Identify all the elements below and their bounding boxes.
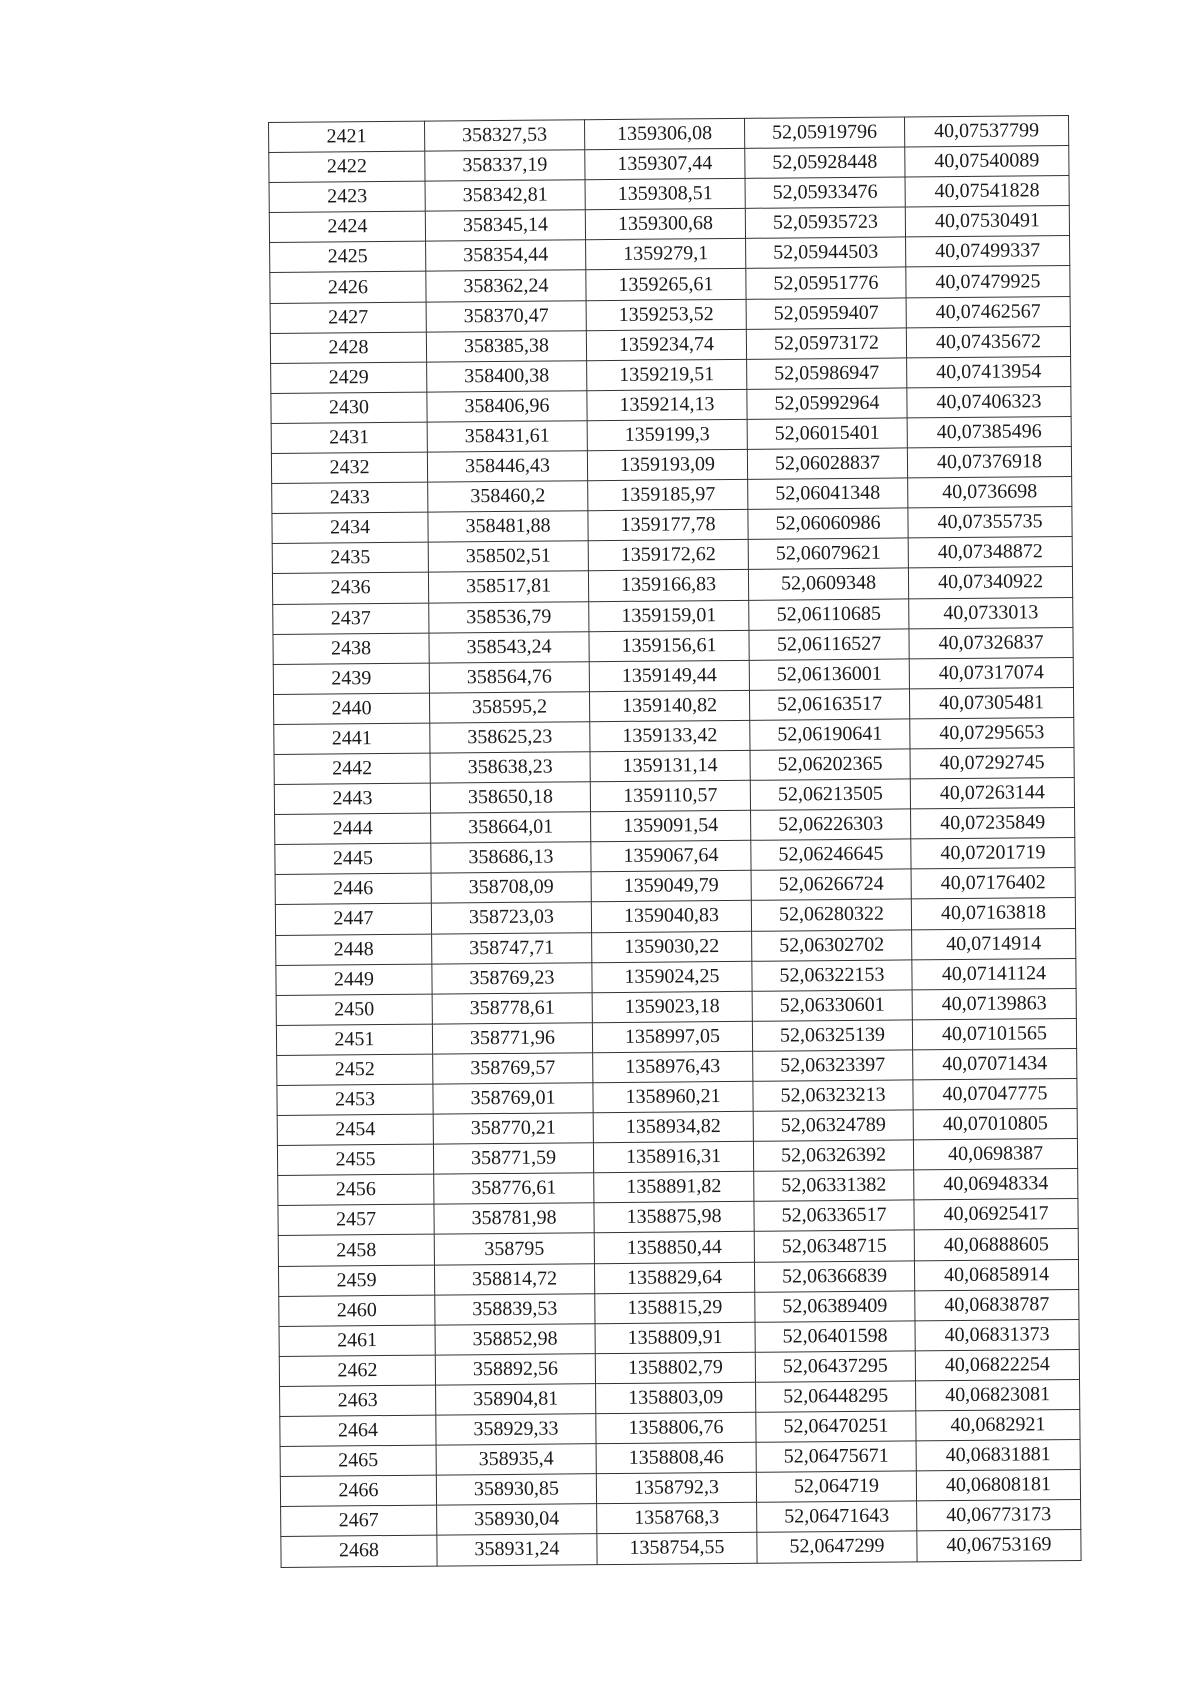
point-number-cell: 2448 bbox=[276, 934, 432, 965]
longitude-cell: 40,07376918 bbox=[907, 447, 1071, 479]
y-coordinate-cell: 1358960,21 bbox=[593, 1081, 753, 1112]
latitude-cell: 52,06448295 bbox=[756, 1381, 916, 1412]
longitude-cell: 40,06808181 bbox=[916, 1470, 1080, 1502]
x-coordinate-cell: 358354,44 bbox=[426, 240, 586, 271]
point-number-cell: 2443 bbox=[274, 783, 430, 814]
y-coordinate-cell: 1359306,08 bbox=[584, 118, 744, 149]
x-coordinate-cell: 358342,81 bbox=[425, 180, 585, 211]
x-coordinate-cell: 358839,53 bbox=[435, 1293, 595, 1324]
longitude-cell: 40,07348872 bbox=[908, 537, 1072, 569]
point-number-cell: 2442 bbox=[274, 753, 430, 784]
latitude-cell: 52,05928448 bbox=[745, 147, 905, 178]
point-number-cell: 2441 bbox=[274, 723, 430, 754]
y-coordinate-cell: 1358806,76 bbox=[596, 1412, 756, 1443]
longitude-cell: 40,07479925 bbox=[906, 266, 1070, 298]
y-coordinate-cell: 1358997,05 bbox=[592, 1021, 752, 1052]
point-number-cell: 2458 bbox=[278, 1235, 434, 1266]
longitude-cell: 40,07263144 bbox=[910, 778, 1074, 810]
latitude-cell: 52,06213505 bbox=[750, 779, 910, 810]
point-number-cell: 2429 bbox=[271, 362, 427, 393]
longitude-cell: 40,06858914 bbox=[914, 1259, 1078, 1291]
coordinates-table bbox=[268, 115, 1082, 1567]
point-number-cell: 2435 bbox=[272, 542, 428, 573]
x-coordinate-cell: 358481,88 bbox=[428, 511, 588, 542]
y-coordinate-cell: 1358754,55 bbox=[597, 1533, 757, 1564]
y-coordinate-cell: 1359133,42 bbox=[590, 720, 750, 751]
longitude-cell: 40,06831373 bbox=[915, 1319, 1079, 1351]
x-coordinate-cell: 358771,59 bbox=[433, 1143, 593, 1174]
y-coordinate-cell: 1359193,09 bbox=[587, 449, 747, 480]
y-coordinate-cell: 1359040,83 bbox=[591, 901, 751, 932]
y-coordinate-cell: 1359156,61 bbox=[589, 630, 749, 661]
point-number-cell: 2427 bbox=[270, 302, 426, 333]
latitude-cell: 52,06163517 bbox=[749, 689, 909, 720]
latitude-cell: 52,06190641 bbox=[750, 719, 910, 750]
longitude-cell: 40,07176402 bbox=[911, 868, 1075, 900]
longitude-cell: 40,07537799 bbox=[904, 116, 1068, 148]
point-number-cell: 2447 bbox=[275, 904, 431, 935]
point-number-cell: 2428 bbox=[270, 332, 426, 363]
point-number-cell: 2446 bbox=[275, 873, 431, 904]
latitude-cell: 52,06079621 bbox=[748, 538, 908, 569]
y-coordinate-cell: 1359185,97 bbox=[588, 479, 748, 510]
point-number-cell: 2433 bbox=[272, 482, 428, 513]
longitude-cell: 40,06823081 bbox=[916, 1379, 1080, 1411]
x-coordinate-cell: 358502,51 bbox=[428, 541, 588, 572]
longitude-cell: 40,07047775 bbox=[913, 1078, 1077, 1110]
latitude-cell: 52,0609348 bbox=[748, 568, 908, 599]
y-coordinate-cell: 1359279,1 bbox=[586, 239, 746, 270]
point-number-cell: 2452 bbox=[277, 1054, 433, 1085]
x-coordinate-cell: 358795 bbox=[434, 1233, 594, 1264]
longitude-cell: 40,07292745 bbox=[910, 747, 1074, 779]
y-coordinate-cell: 1359049,79 bbox=[591, 871, 751, 902]
latitude-cell: 52,06366839 bbox=[754, 1260, 914, 1291]
latitude-cell: 52,06323397 bbox=[753, 1050, 913, 1081]
longitude-cell: 40,07499337 bbox=[906, 236, 1070, 268]
y-coordinate-cell: 1359024,25 bbox=[592, 961, 752, 992]
y-coordinate-cell: 1358875,98 bbox=[594, 1202, 754, 1233]
point-number-cell: 2455 bbox=[277, 1144, 433, 1175]
x-coordinate-cell: 358370,47 bbox=[426, 300, 586, 331]
latitude-cell: 52,05986947 bbox=[747, 358, 907, 389]
y-coordinate-cell: 1358809,91 bbox=[595, 1322, 755, 1353]
x-coordinate-cell: 358543,24 bbox=[429, 631, 589, 662]
y-coordinate-cell: 1358916,31 bbox=[593, 1141, 753, 1172]
point-number-cell: 2451 bbox=[276, 1024, 432, 1055]
y-coordinate-cell: 1359159,01 bbox=[589, 600, 749, 631]
point-number-cell: 2444 bbox=[275, 813, 431, 844]
point-number-cell: 2423 bbox=[269, 181, 425, 212]
latitude-cell: 52,06325139 bbox=[752, 1020, 912, 1051]
point-number-cell: 2425 bbox=[270, 242, 426, 273]
x-coordinate-cell: 358708,09 bbox=[431, 872, 591, 903]
x-coordinate-cell: 358814,72 bbox=[434, 1263, 594, 1294]
point-number-cell: 2459 bbox=[278, 1265, 434, 1296]
point-number-cell: 2438 bbox=[273, 633, 429, 664]
x-coordinate-cell: 358625,23 bbox=[430, 722, 590, 753]
longitude-cell: 40,07305481 bbox=[909, 687, 1073, 719]
longitude-cell: 40,07141124 bbox=[912, 958, 1076, 990]
y-coordinate-cell: 1359131,14 bbox=[590, 750, 750, 781]
x-coordinate-cell: 358781,98 bbox=[434, 1203, 594, 1234]
longitude-cell: 40,0736698 bbox=[908, 477, 1072, 509]
longitude-cell: 40,06925417 bbox=[914, 1199, 1078, 1231]
x-coordinate-cell: 358650,18 bbox=[430, 782, 590, 813]
y-coordinate-cell: 1358934,82 bbox=[593, 1111, 753, 1142]
point-number-cell: 2424 bbox=[269, 211, 425, 242]
y-coordinate-cell: 1358802,79 bbox=[595, 1352, 755, 1383]
x-coordinate-cell: 358446,43 bbox=[427, 451, 587, 482]
x-coordinate-cell: 358564,76 bbox=[429, 661, 589, 692]
longitude-cell: 40,06838787 bbox=[915, 1289, 1079, 1321]
y-coordinate-cell: 1359110,57 bbox=[590, 780, 750, 811]
y-coordinate-cell: 1359067,64 bbox=[591, 841, 751, 872]
longitude-cell: 40,07326837 bbox=[909, 627, 1073, 659]
point-number-cell: 2466 bbox=[280, 1475, 436, 1506]
y-coordinate-cell: 1359214,13 bbox=[587, 389, 747, 420]
longitude-cell: 40,07541828 bbox=[905, 176, 1069, 208]
x-coordinate-cell: 358460,2 bbox=[428, 481, 588, 512]
point-number-cell: 2454 bbox=[277, 1114, 433, 1145]
y-coordinate-cell: 1359253,52 bbox=[586, 299, 746, 330]
latitude-cell: 52,05992964 bbox=[747, 388, 907, 419]
y-coordinate-cell: 1359172,62 bbox=[588, 540, 748, 571]
longitude-cell: 40,07235849 bbox=[911, 808, 1075, 840]
point-number-cell: 2436 bbox=[272, 573, 428, 604]
x-coordinate-cell: 358778,61 bbox=[432, 992, 592, 1023]
x-coordinate-cell: 358431,61 bbox=[427, 421, 587, 452]
latitude-cell: 52,06326392 bbox=[753, 1140, 913, 1171]
y-coordinate-cell: 1358803,09 bbox=[596, 1382, 756, 1413]
x-coordinate-cell: 358776,61 bbox=[434, 1173, 594, 1204]
longitude-cell: 40,07355735 bbox=[908, 507, 1072, 539]
point-number-cell: 2449 bbox=[276, 964, 432, 995]
x-coordinate-cell: 358595,2 bbox=[429, 691, 589, 722]
point-number-cell: 2468 bbox=[281, 1535, 437, 1566]
latitude-cell: 52,06110685 bbox=[749, 598, 909, 629]
longitude-cell: 40,07530491 bbox=[905, 206, 1069, 238]
y-coordinate-cell: 1358808,46 bbox=[596, 1442, 756, 1473]
x-coordinate-cell: 358769,23 bbox=[432, 962, 592, 993]
longitude-cell: 40,0714914 bbox=[912, 928, 1076, 960]
point-number-cell: 2430 bbox=[271, 392, 427, 423]
x-coordinate-cell: 358769,01 bbox=[433, 1083, 593, 1114]
latitude-cell: 52,06041348 bbox=[748, 478, 908, 509]
point-number-cell: 2439 bbox=[273, 663, 429, 694]
point-number-cell: 2465 bbox=[280, 1445, 436, 1476]
latitude-cell: 52,06136001 bbox=[749, 659, 909, 690]
latitude-cell: 52,06302702 bbox=[752, 929, 912, 960]
point-number-cell: 2463 bbox=[280, 1385, 436, 1416]
longitude-cell: 40,07101565 bbox=[912, 1018, 1076, 1050]
y-coordinate-cell: 1359265,61 bbox=[586, 269, 746, 300]
y-coordinate-cell: 1358768,3 bbox=[597, 1503, 757, 1534]
x-coordinate-cell: 358892,56 bbox=[435, 1354, 595, 1385]
point-number-cell: 2467 bbox=[281, 1505, 437, 1536]
longitude-cell: 40,07010805 bbox=[913, 1109, 1077, 1141]
point-number-cell: 2461 bbox=[279, 1325, 435, 1356]
latitude-cell: 52,06470251 bbox=[756, 1411, 916, 1442]
longitude-cell: 40,06822254 bbox=[915, 1349, 1079, 1381]
point-number-cell: 2432 bbox=[271, 452, 427, 483]
latitude-cell: 52,06323213 bbox=[753, 1080, 913, 1111]
y-coordinate-cell: 1358976,43 bbox=[593, 1051, 753, 1082]
latitude-cell: 52,0647299 bbox=[757, 1531, 917, 1562]
y-coordinate-cell: 1358829,64 bbox=[594, 1262, 754, 1293]
x-coordinate-cell: 358337,19 bbox=[425, 150, 585, 181]
longitude-cell: 40,07540089 bbox=[905, 146, 1069, 178]
latitude-cell: 52,06389409 bbox=[755, 1291, 915, 1322]
y-coordinate-cell: 1358850,44 bbox=[594, 1232, 754, 1263]
point-number-cell: 2445 bbox=[275, 843, 431, 874]
latitude-cell: 52,06322153 bbox=[752, 960, 912, 991]
y-coordinate-cell: 1358792,3 bbox=[596, 1473, 756, 1504]
point-number-cell: 2457 bbox=[278, 1204, 434, 1235]
latitude-cell: 52,06330601 bbox=[752, 990, 912, 1021]
coordinates-table-body bbox=[269, 116, 1082, 1567]
x-coordinate-cell: 358770,21 bbox=[433, 1113, 593, 1144]
point-number-cell: 2440 bbox=[273, 693, 429, 724]
x-coordinate-cell: 358664,01 bbox=[431, 812, 591, 843]
longitude-cell: 40,06888605 bbox=[914, 1229, 1078, 1261]
x-coordinate-cell: 358930,85 bbox=[436, 1474, 596, 1505]
longitude-cell: 40,07462567 bbox=[906, 296, 1070, 328]
latitude-cell: 52,06471643 bbox=[757, 1501, 917, 1532]
y-coordinate-cell: 1359308,51 bbox=[585, 179, 745, 210]
y-coordinate-cell: 1359091,54 bbox=[591, 810, 751, 841]
longitude-cell: 40,07295653 bbox=[910, 717, 1074, 749]
x-coordinate-cell: 358852,98 bbox=[435, 1323, 595, 1354]
latitude-cell: 52,06336517 bbox=[754, 1200, 914, 1231]
x-coordinate-cell: 358385,38 bbox=[426, 330, 586, 361]
y-coordinate-cell: 1359234,74 bbox=[586, 329, 746, 360]
latitude-cell: 52,06475671 bbox=[756, 1441, 916, 1472]
y-coordinate-cell: 1358891,82 bbox=[594, 1172, 754, 1203]
latitude-cell: 52,06401598 bbox=[755, 1321, 915, 1352]
point-number-cell: 2437 bbox=[273, 603, 429, 634]
point-number-cell: 2434 bbox=[272, 512, 428, 543]
latitude-cell: 52,06202365 bbox=[750, 749, 910, 780]
longitude-cell: 40,07201719 bbox=[911, 838, 1075, 870]
point-number-cell: 2456 bbox=[278, 1174, 434, 1205]
latitude-cell: 52,06324789 bbox=[753, 1110, 913, 1141]
x-coordinate-cell: 358536,79 bbox=[429, 601, 589, 632]
longitude-cell: 40,07413954 bbox=[907, 356, 1071, 388]
y-coordinate-cell: 1359023,18 bbox=[592, 991, 752, 1022]
y-coordinate-cell: 1359219,51 bbox=[587, 359, 747, 390]
x-coordinate-cell: 358400,38 bbox=[427, 360, 587, 391]
longitude-cell: 40,06831881 bbox=[916, 1440, 1080, 1472]
latitude-cell: 52,05951776 bbox=[746, 267, 906, 298]
x-coordinate-cell: 358345,14 bbox=[425, 210, 585, 241]
x-coordinate-cell: 358517,81 bbox=[428, 571, 588, 602]
x-coordinate-cell: 358929,33 bbox=[436, 1414, 596, 1445]
longitude-cell: 40,0698387 bbox=[913, 1139, 1077, 1171]
y-coordinate-cell: 1359300,68 bbox=[585, 209, 745, 240]
y-coordinate-cell: 1359307,44 bbox=[585, 148, 745, 179]
x-coordinate-cell: 358771,96 bbox=[432, 1023, 592, 1054]
longitude-cell: 40,06948334 bbox=[914, 1169, 1078, 1201]
x-coordinate-cell: 358638,23 bbox=[430, 752, 590, 783]
longitude-cell: 40,07340922 bbox=[908, 567, 1072, 599]
x-coordinate-cell: 358769,57 bbox=[433, 1053, 593, 1084]
y-coordinate-cell: 1359149,44 bbox=[589, 660, 749, 691]
y-coordinate-cell: 1358815,29 bbox=[595, 1292, 755, 1323]
latitude-cell: 52,05919796 bbox=[744, 117, 904, 148]
point-number-cell: 2421 bbox=[269, 121, 425, 152]
x-coordinate-cell: 358904,81 bbox=[436, 1384, 596, 1415]
y-coordinate-cell: 1359030,22 bbox=[592, 931, 752, 962]
longitude-cell: 40,07071434 bbox=[913, 1048, 1077, 1080]
x-coordinate-cell: 358723,03 bbox=[431, 902, 591, 933]
x-coordinate-cell: 358686,13 bbox=[431, 842, 591, 873]
longitude-cell: 40,06773173 bbox=[917, 1500, 1081, 1532]
latitude-cell: 52,06015401 bbox=[747, 418, 907, 449]
latitude-cell: 52,06246645 bbox=[751, 839, 911, 870]
latitude-cell: 52,06060986 bbox=[748, 508, 908, 539]
latitude-cell: 52,05944503 bbox=[746, 237, 906, 268]
point-number-cell: 2450 bbox=[276, 994, 432, 1025]
y-coordinate-cell: 1359177,78 bbox=[588, 510, 748, 541]
latitude-cell: 52,05973172 bbox=[746, 328, 906, 359]
point-number-cell: 2431 bbox=[271, 422, 427, 453]
latitude-cell: 52,05933476 bbox=[745, 177, 905, 208]
longitude-cell: 40,0733013 bbox=[909, 597, 1073, 629]
longitude-cell: 40,0682921 bbox=[916, 1409, 1080, 1441]
point-number-cell: 2462 bbox=[279, 1355, 435, 1386]
y-coordinate-cell: 1359140,82 bbox=[589, 690, 749, 721]
x-coordinate-cell: 358362,24 bbox=[426, 270, 586, 301]
x-coordinate-cell: 358935,4 bbox=[436, 1444, 596, 1475]
x-coordinate-cell: 358406,96 bbox=[427, 391, 587, 422]
x-coordinate-cell: 358931,24 bbox=[437, 1534, 597, 1565]
latitude-cell: 52,06437295 bbox=[755, 1351, 915, 1382]
point-number-cell: 2453 bbox=[277, 1084, 433, 1115]
longitude-cell: 40,07317074 bbox=[909, 657, 1073, 689]
latitude-cell: 52,06331382 bbox=[754, 1170, 914, 1201]
latitude-cell: 52,06348715 bbox=[754, 1230, 914, 1261]
longitude-cell: 40,06753169 bbox=[917, 1530, 1081, 1562]
point-number-cell: 2426 bbox=[270, 272, 426, 303]
latitude-cell: 52,06280322 bbox=[751, 899, 911, 930]
x-coordinate-cell: 358747,71 bbox=[432, 932, 592, 963]
longitude-cell: 40,07406323 bbox=[907, 386, 1071, 418]
longitude-cell: 40,07385496 bbox=[907, 416, 1071, 448]
table-row bbox=[281, 1530, 1081, 1567]
point-number-cell: 2460 bbox=[279, 1295, 435, 1326]
x-coordinate-cell: 358327,53 bbox=[424, 120, 584, 151]
longitude-cell: 40,07435672 bbox=[906, 326, 1070, 358]
longitude-cell: 40,07163818 bbox=[911, 898, 1075, 930]
latitude-cell: 52,06266724 bbox=[751, 869, 911, 900]
latitude-cell: 52,05935723 bbox=[745, 207, 905, 238]
x-coordinate-cell: 358930,04 bbox=[437, 1504, 597, 1535]
point-number-cell: 2422 bbox=[269, 151, 425, 182]
latitude-cell: 52,06028837 bbox=[747, 448, 907, 479]
y-coordinate-cell: 1359166,83 bbox=[588, 570, 748, 601]
latitude-cell: 52,05959407 bbox=[746, 298, 906, 329]
latitude-cell: 52,064719 bbox=[756, 1471, 916, 1502]
point-number-cell: 2464 bbox=[280, 1415, 436, 1446]
latitude-cell: 52,06116527 bbox=[749, 629, 909, 660]
y-coordinate-cell: 1359199,3 bbox=[587, 419, 747, 450]
latitude-cell: 52,06226303 bbox=[751, 809, 911, 840]
longitude-cell: 40,07139863 bbox=[912, 988, 1076, 1020]
